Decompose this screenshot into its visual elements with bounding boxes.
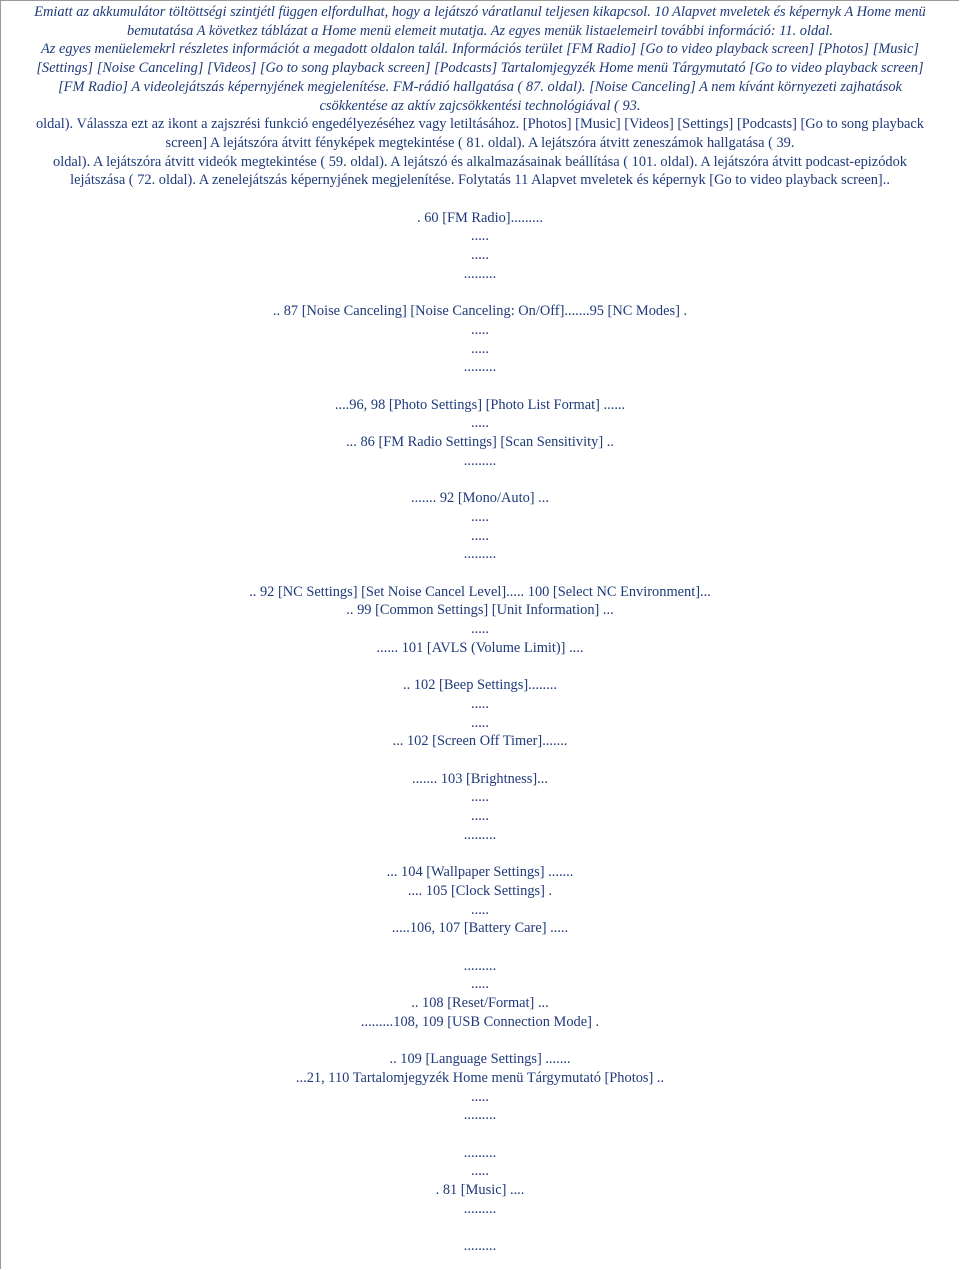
text-line: .. 99 [Common Settings] [Unit Information] ... xyxy=(346,602,614,619)
text-line: ......... xyxy=(463,957,497,974)
text-line: ..... xyxy=(471,527,489,544)
text-line: ..... xyxy=(471,901,489,918)
text-line: ......... xyxy=(463,1107,497,1124)
text-line: ....... 103 [Brightness]... xyxy=(412,770,548,787)
text-line: ..... xyxy=(471,695,489,712)
text-line: ..... xyxy=(471,321,489,338)
text-line: oldal). Válassza ezt az ikont a zajszrési funkció engedélyezéséhez vagy letiltásához. [Photos] [Music] [Videos] [Settings] [Podcasts] [Go to song playback xyxy=(35,116,924,133)
document-text xyxy=(1,3,959,1256)
text-line: lejátszása ( 72. oldal). A zenelejátszás képernyjének megjelenítése. Folytatás 11 Alapvet mveletek és képernyk [Go to video playback screen].. xyxy=(70,172,890,189)
text-line: .. 87 [Noise Canceling] [Noise Canceling: On/Off].......95 [NC Modes] . xyxy=(272,303,688,320)
blank-line xyxy=(1,564,959,583)
text-line: ..... xyxy=(471,976,489,993)
text-line: .... 105 [Clock Settings] . xyxy=(407,882,553,899)
text-line: screen] A lejátszóra átvitt fényképek megtekintése ( 81. oldal). A lejátszóra átvitt zeneszámok hallgatása ( 39. xyxy=(165,134,795,151)
blank-line xyxy=(1,1219,959,1238)
text-line: ... 86 [FM Radio Settings] [Scan Sensitivity] .. xyxy=(346,434,614,451)
text-line: ......... xyxy=(463,359,497,376)
text-line: ..... xyxy=(471,714,489,731)
text-line: Az egyes menüelemekrl részletes információt a megadott oldalon talál. Információs terület [FM Radio] [Go to video playback screen] [Photos] [Music] xyxy=(41,41,919,58)
text-line: [FM Radio] A videolejátszás képernyjének megjelenítése. FM-rádió hallgatása ( 87. oldal). [Noise Canceling] A nem kívánt környezeti zajhatások xyxy=(58,78,902,95)
text-line: ...21, 110 Tartalomjegyzék Home menü Tárgymutató [Photos] .. xyxy=(295,1069,665,1086)
text-line: ..... xyxy=(471,247,489,264)
blank-line xyxy=(1,938,959,957)
text-line: ..... xyxy=(471,340,489,357)
text-line: ... 104 [Wallpaper Settings] ....... xyxy=(386,864,574,881)
text-line: ....... 92 [Mono/Auto] ... xyxy=(411,490,549,507)
text-line: ...... 101 [AVLS (Volume Limit)] .... xyxy=(376,639,584,656)
text-line: ......... xyxy=(463,826,497,843)
text-line: ..... xyxy=(471,808,489,825)
text-line: ......... xyxy=(463,546,497,563)
text-line: Emiatt az akkumulátor töltöttségi szintjétl függen elfordulhat, hogy a lejátszó váratlanul teljesen kikapcsol. 10 Alapvet mveletek és képernyk A Home menü xyxy=(34,4,926,20)
text-line: ..... xyxy=(471,228,489,245)
text-line: .. 92 [NC Settings] [Set Noise Cancel Level]..... 100 [Select NC Environment]... xyxy=(249,583,711,600)
text-line: csökkentése az aktív zajcsökkentési technológiával ( 93. xyxy=(319,97,641,114)
text-line: . 81 [Music] .... xyxy=(435,1182,525,1199)
blank-line xyxy=(1,190,959,209)
text-line: ..... xyxy=(471,508,489,525)
blank-line xyxy=(1,845,959,864)
blank-line xyxy=(1,751,959,770)
text-line: bemutatása A következ táblázat a Home menü elemeit mutatja. Az egyes menük listaelemeirl további információ: 11. oldal. xyxy=(127,22,833,39)
text-line: ....96, 98 [Photo Settings] [Photo List Format] ...... xyxy=(334,396,626,413)
text-line: .. 109 [Language Settings] ....... xyxy=(389,1051,571,1068)
text-line: ..... xyxy=(471,1163,489,1180)
blank-line xyxy=(1,1032,959,1051)
blank-line xyxy=(1,658,959,677)
text-line: ......... xyxy=(463,1238,497,1255)
text-line: ......... xyxy=(463,452,497,469)
text-line: ..... xyxy=(471,789,489,806)
text-line: . 60 [FM Radio]......... xyxy=(417,209,543,226)
text-line: [Settings] [Noise Canceling] [Videos] [Go to song playback screen] [Podcasts] Tartalomjegyzék Home menü Tárgymutató [Go to video playback screen] xyxy=(36,60,924,77)
blank-line xyxy=(1,377,959,396)
text-line: ..... xyxy=(471,415,489,432)
text-line: ......... xyxy=(463,265,497,282)
text-line: ... 102 [Screen Off Timer]....... xyxy=(392,733,568,750)
text-line: .........108, 109 [USB Connection Mode] . xyxy=(360,1013,600,1030)
text-line: .. 108 [Reset/Format] ... xyxy=(411,995,549,1012)
text-line: .. 102 [Beep Settings]........ xyxy=(403,677,557,694)
text-line: ..... xyxy=(471,1088,489,1105)
text-line: oldal). A lejátszóra átvitt videók megtekintése ( 59. oldal). A lejátszó és alkalmazásainak beállítása ( 101. oldal). A lejátszóra átvitt podcast-epizódok xyxy=(53,153,907,170)
blank-line xyxy=(1,471,959,490)
text-line: ......... xyxy=(463,1144,497,1161)
text-line: ......... xyxy=(463,1200,497,1217)
blank-line xyxy=(1,1125,959,1144)
text-line: ..... xyxy=(471,621,489,638)
text-line: .....106, 107 [Battery Care] ..... xyxy=(391,920,569,937)
blank-line xyxy=(1,284,959,303)
